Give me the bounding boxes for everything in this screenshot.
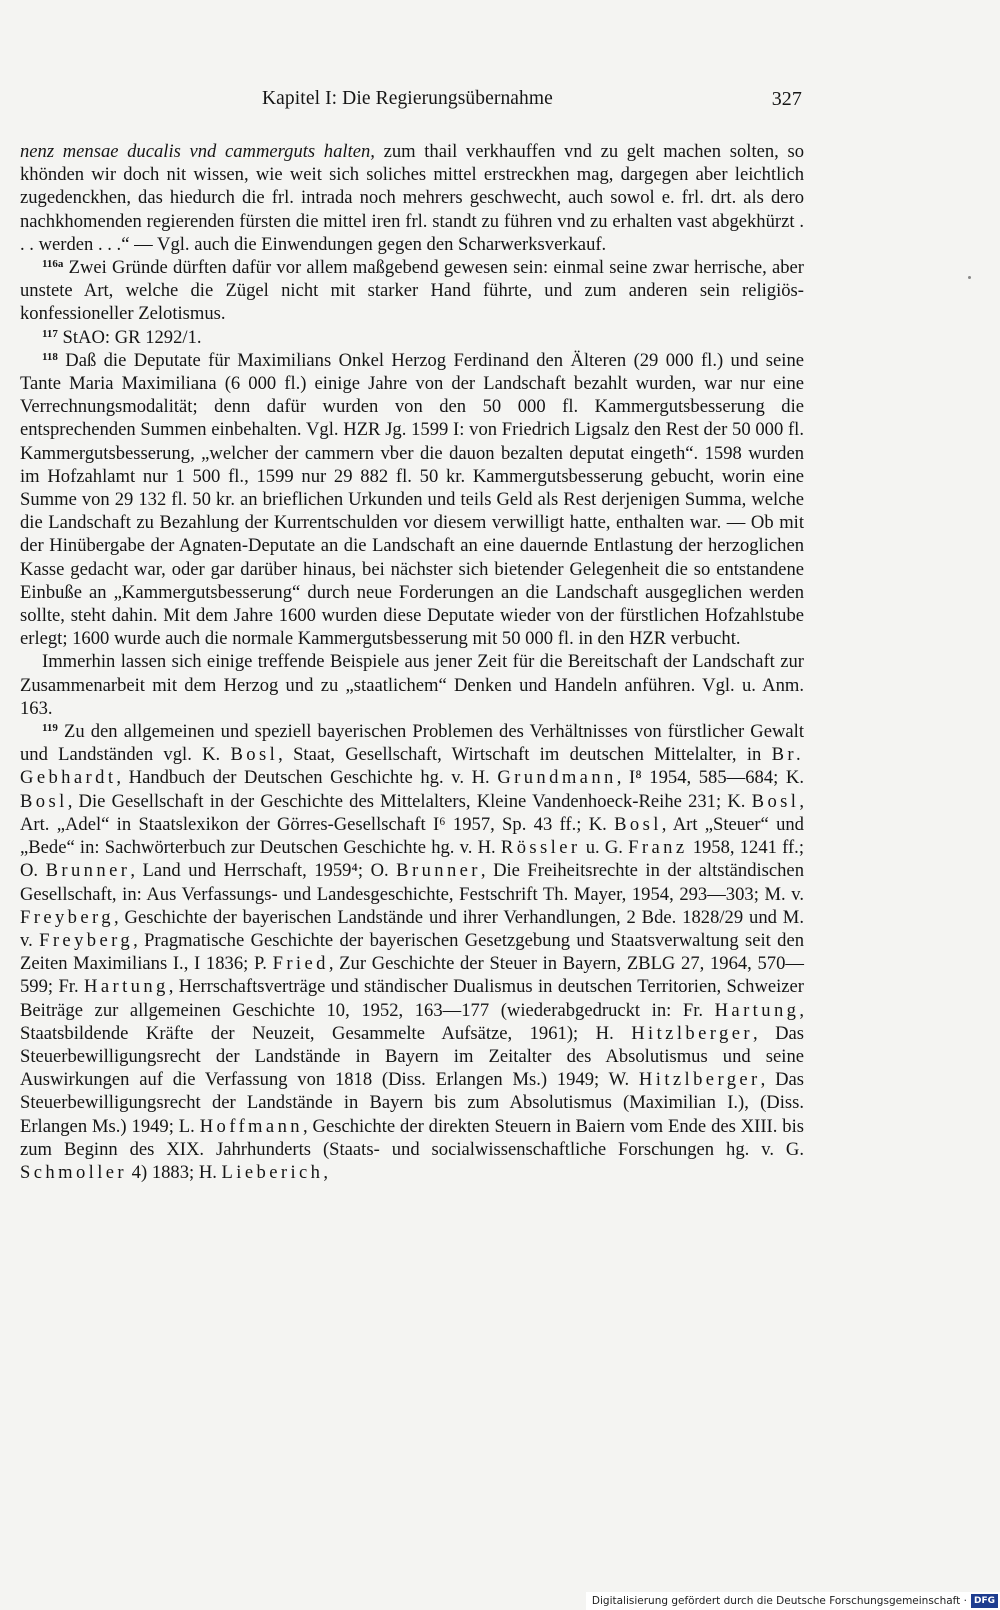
footnote-118 — [20, 349, 804, 651]
footnote-text: 1958, 1241 ff.; O. — [20, 837, 804, 882]
page-body — [20, 140, 804, 1184]
footnote-text: , Art „Steuer“ und „Bede“ in: Sachwörterbuch zur Deutschen Geschichte hg. v. H. — [20, 813, 804, 859]
italic-quote: nenz mensae ducalis vnd cammerguts halten, — [20, 141, 375, 162]
author-name: Lieberich — [221, 1161, 324, 1183]
chapter-title: Kapitel I: Die Regierungsübernahme — [262, 88, 553, 109]
author-name: Br. Gebhardt — [20, 744, 804, 789]
author-name: Bosl — [230, 744, 279, 766]
footnote-119 — [20, 720, 804, 1184]
footnote-text: , Staat, Gesellschaft, Wirtschaft im deutschen Mittelalter, in — [278, 744, 772, 766]
footnote-text: Zu den allgemeinen und speziell bayerischen Problemen des Verhältnisses von fürstlicher Gewalt und Landständen vgl. K. — [20, 721, 804, 766]
author-name: Grundmann — [497, 767, 617, 789]
footnote-text: , Staatsbildende Kräfte der Neuzeit, Gesammelte Aufsätze, 1961); H. — [20, 999, 804, 1044]
footnote-text: , Das Steuerbewilligungsrecht der Landstände in Bayern im Zeitalter des Absolutismus und seine Auswirkungen auf die Verfassung von 1818 (Diss. Erlangen Ms.) 1949; W. — [20, 1022, 804, 1091]
footnote-text: , Die Freiheitsrechte in der altständischen Gesellschaft, in: Aus Verfassungs- und Landesgeschichte, Festschrift Th. Mayer, 1954, 293—303; M. v. — [20, 860, 804, 905]
footnote-text: , Die Gesellschaft in der Geschichte des Mittelalters, Kleine Vandenhoeck-Reihe 231; K. — [67, 790, 752, 812]
footnote-text: , Pragmatische Geschichte der bayerischen Gesetzgebung und Staatsverwaltung seit den Zeiten Maximilians I., I 1836; P. — [20, 929, 804, 975]
funding-note: Digitalisierung gefördert durch die Deutsche Forschungsgemeinschaft — [591, 1595, 961, 1607]
author-name: Hitzlberger — [631, 1022, 753, 1044]
scan-speck — [968, 276, 971, 279]
footnote-text: , Das Steuerbewilligungsrecht der Landstände in Bayern bis zum Absolutismus (Maximilian I.), (Diss. Erlangen Ms.) 1949; L. — [20, 1069, 804, 1137]
author-name: Hartung — [84, 976, 169, 998]
footnote-text: , Land und Herrschaft, 1959⁴; O. — [130, 860, 397, 882]
footnote-text: , Handbuch der Deutschen Geschichte hg. v. H. — [116, 767, 498, 789]
footnote-number: 117 — [42, 327, 58, 340]
author-name: Brunner — [396, 860, 481, 882]
author-name: Hoffmann — [199, 1115, 303, 1137]
author-name: Bosl — [614, 813, 662, 835]
continued-paragraph — [20, 140, 804, 256]
author-name: Schmoller — [20, 1161, 128, 1183]
footnote-text: , — [323, 1161, 329, 1183]
footnote-number: 119 — [42, 722, 58, 735]
footnote-text: , Herrschaftsverträge und ständischer Dualismus in deutschen Territorien, Schweizer Beiträge zur allgemeinen Geschichte 10, 1952, 163—177 (wiederabgedruckt in: Fr. — [20, 976, 804, 1021]
separator: · — [960, 1595, 967, 1607]
footnote-text: , I⁸ 1954, 585—684; K. — [616, 767, 804, 789]
author-name: Fried — [272, 953, 329, 975]
footnote-text: , Zur Geschichte der Steuer in Bayern, ZBLG 27, 1964, 570—599; Fr. — [20, 953, 804, 998]
paragraph-text: zum thail verkhauffen vnd zu gelt machen solten, so khönden wir doch nit wissen, wie weit sich soliches mittel erstreckhen mag, dargegen aber leichtlich zugedenckhen, das hiedurch die frl. intrada noch mehrers geschwecht, auch sowol e. frl. drt. als dero nachkhomenden regierenden fürsten die mittel iren frl. standt zu führen vnd zu erhalten vast abgekhürzt . . . werden . . .“ — Vgl. auch die Einwendungen gegen den Scharwerksverkauf. — [20, 141, 804, 255]
footnote-118-continuation: Immerhin lassen sich einige treffende Beispiele aus jener Zeit für die Bereitschaft der Landschaft zur Zusammenarbeit mit dem Herzog und zu „staatlichem“ Denken und Handeln anführen. Vgl. u. Anm. 163. — [20, 651, 804, 719]
author-name: Rössler — [500, 837, 581, 859]
author-name: Bosl — [20, 790, 68, 812]
footnote-text: , Geschichte der direkten Steuern in Baiern vom Ende des XIII. bis zum Beginn des XIX. Jahrhunderts (Staats- und socialwissenschaftliche Forschungen hg. v. G. — [20, 1115, 804, 1160]
footnote-number: 116a — [42, 258, 64, 271]
footnote-text: Daß die Deputate für Maximilians Onkel Herzog Ferdinand den Älteren (29 000 fl.) und seine Tante Maria Maximiliana (6 000 fl.) einige Jahre von der Landschaft bezahlt wurden, war nur eine Verrechnungsmodalität; denn dafür wurden von den 50 000 fl. Kammergutsbesserung die entsprechenden Summen einbehalten. Vgl. HZR Jg. 1599 I: von Friedrich Ligsalz den Rest der 50 000 fl. Kammergutsbesserung, „welcher der cammern vber die dauon bezalten deputat eingeth“. 1598 wurden im Hofzahlamt nur 1 500 fl., 1599 nur 29 882 fl. 50 kr. Kammergutsbesserung gebucht, worin eine Summe von 29 132 fl. 50 kr. an brieflichen Urkunden und teils Geld als Rest derjenigen Summa, welche die Landschaft zu Bezahlung der Kurrentschulden vor diesem verwilligt hatte, enthalten war. — Ob mit der Hinübergabe der Agnaten-Deputate an die Landschaft an eine dauernde Entlastung der herzoglichen Kasse gedacht war, oder gar darüber hinaus, bei nächster sich bietender Gelegenheit die so entstandene Einbuße an „Kammergutsbesserung“ durch neue Forderungen an die Landschaft ausgeglichen werden sollte, steht dahin. Mit dem Jahre 1600 wurden diese Deputate wieder von der fürstlichen Hofzahlstube erlegt; 1600 wurde auch die normale Kammergutsbesserung mit 50 000 fl. in den HZR verbucht. — [20, 349, 804, 650]
footnote-text: Zwei Gründe dürften dafür vor allem maßgebend gewesen sein: einmal seine zwar herrische, aber unstete Art, welche die Zügel nicht mit starker Hand führte, und zum anderen sein religiös-konfessioneller Zelotismus. — [20, 257, 804, 325]
author-name: Brunner — [45, 860, 131, 882]
footnote-text: u. G. — [580, 837, 629, 859]
footnote-text: 4) 1883; H. — [127, 1161, 222, 1183]
footnote-text: , Geschichte der bayerischen Landstände und ihrer Verhandlungen, 2 Bde. 1828/29 und M. v. — [20, 906, 804, 951]
digitization-footer — [586, 1592, 1000, 1610]
dfg-logo: DFG — [971, 1594, 998, 1608]
page-number: 327 — [771, 88, 802, 110]
footnote-text: , Art. „Adel“ in Staatslexikon der Görres-Gesellschaft I⁶ 1957, Sp. 43 ff.; K. — [20, 790, 804, 835]
author-name: Hartung — [714, 999, 800, 1021]
author-name: Bosl — [751, 790, 800, 812]
author-name: Hitzlberger — [638, 1069, 761, 1091]
author-name: Freyberg — [20, 906, 114, 928]
footnote-number: 118 — [42, 350, 58, 363]
author-name: Freyberg — [39, 929, 134, 951]
footnote-117 — [20, 326, 804, 349]
author-name: Franz — [628, 837, 688, 859]
footnote-116a — [20, 256, 804, 326]
footnote-text: StAO: GR 1292/1. — [57, 326, 202, 348]
